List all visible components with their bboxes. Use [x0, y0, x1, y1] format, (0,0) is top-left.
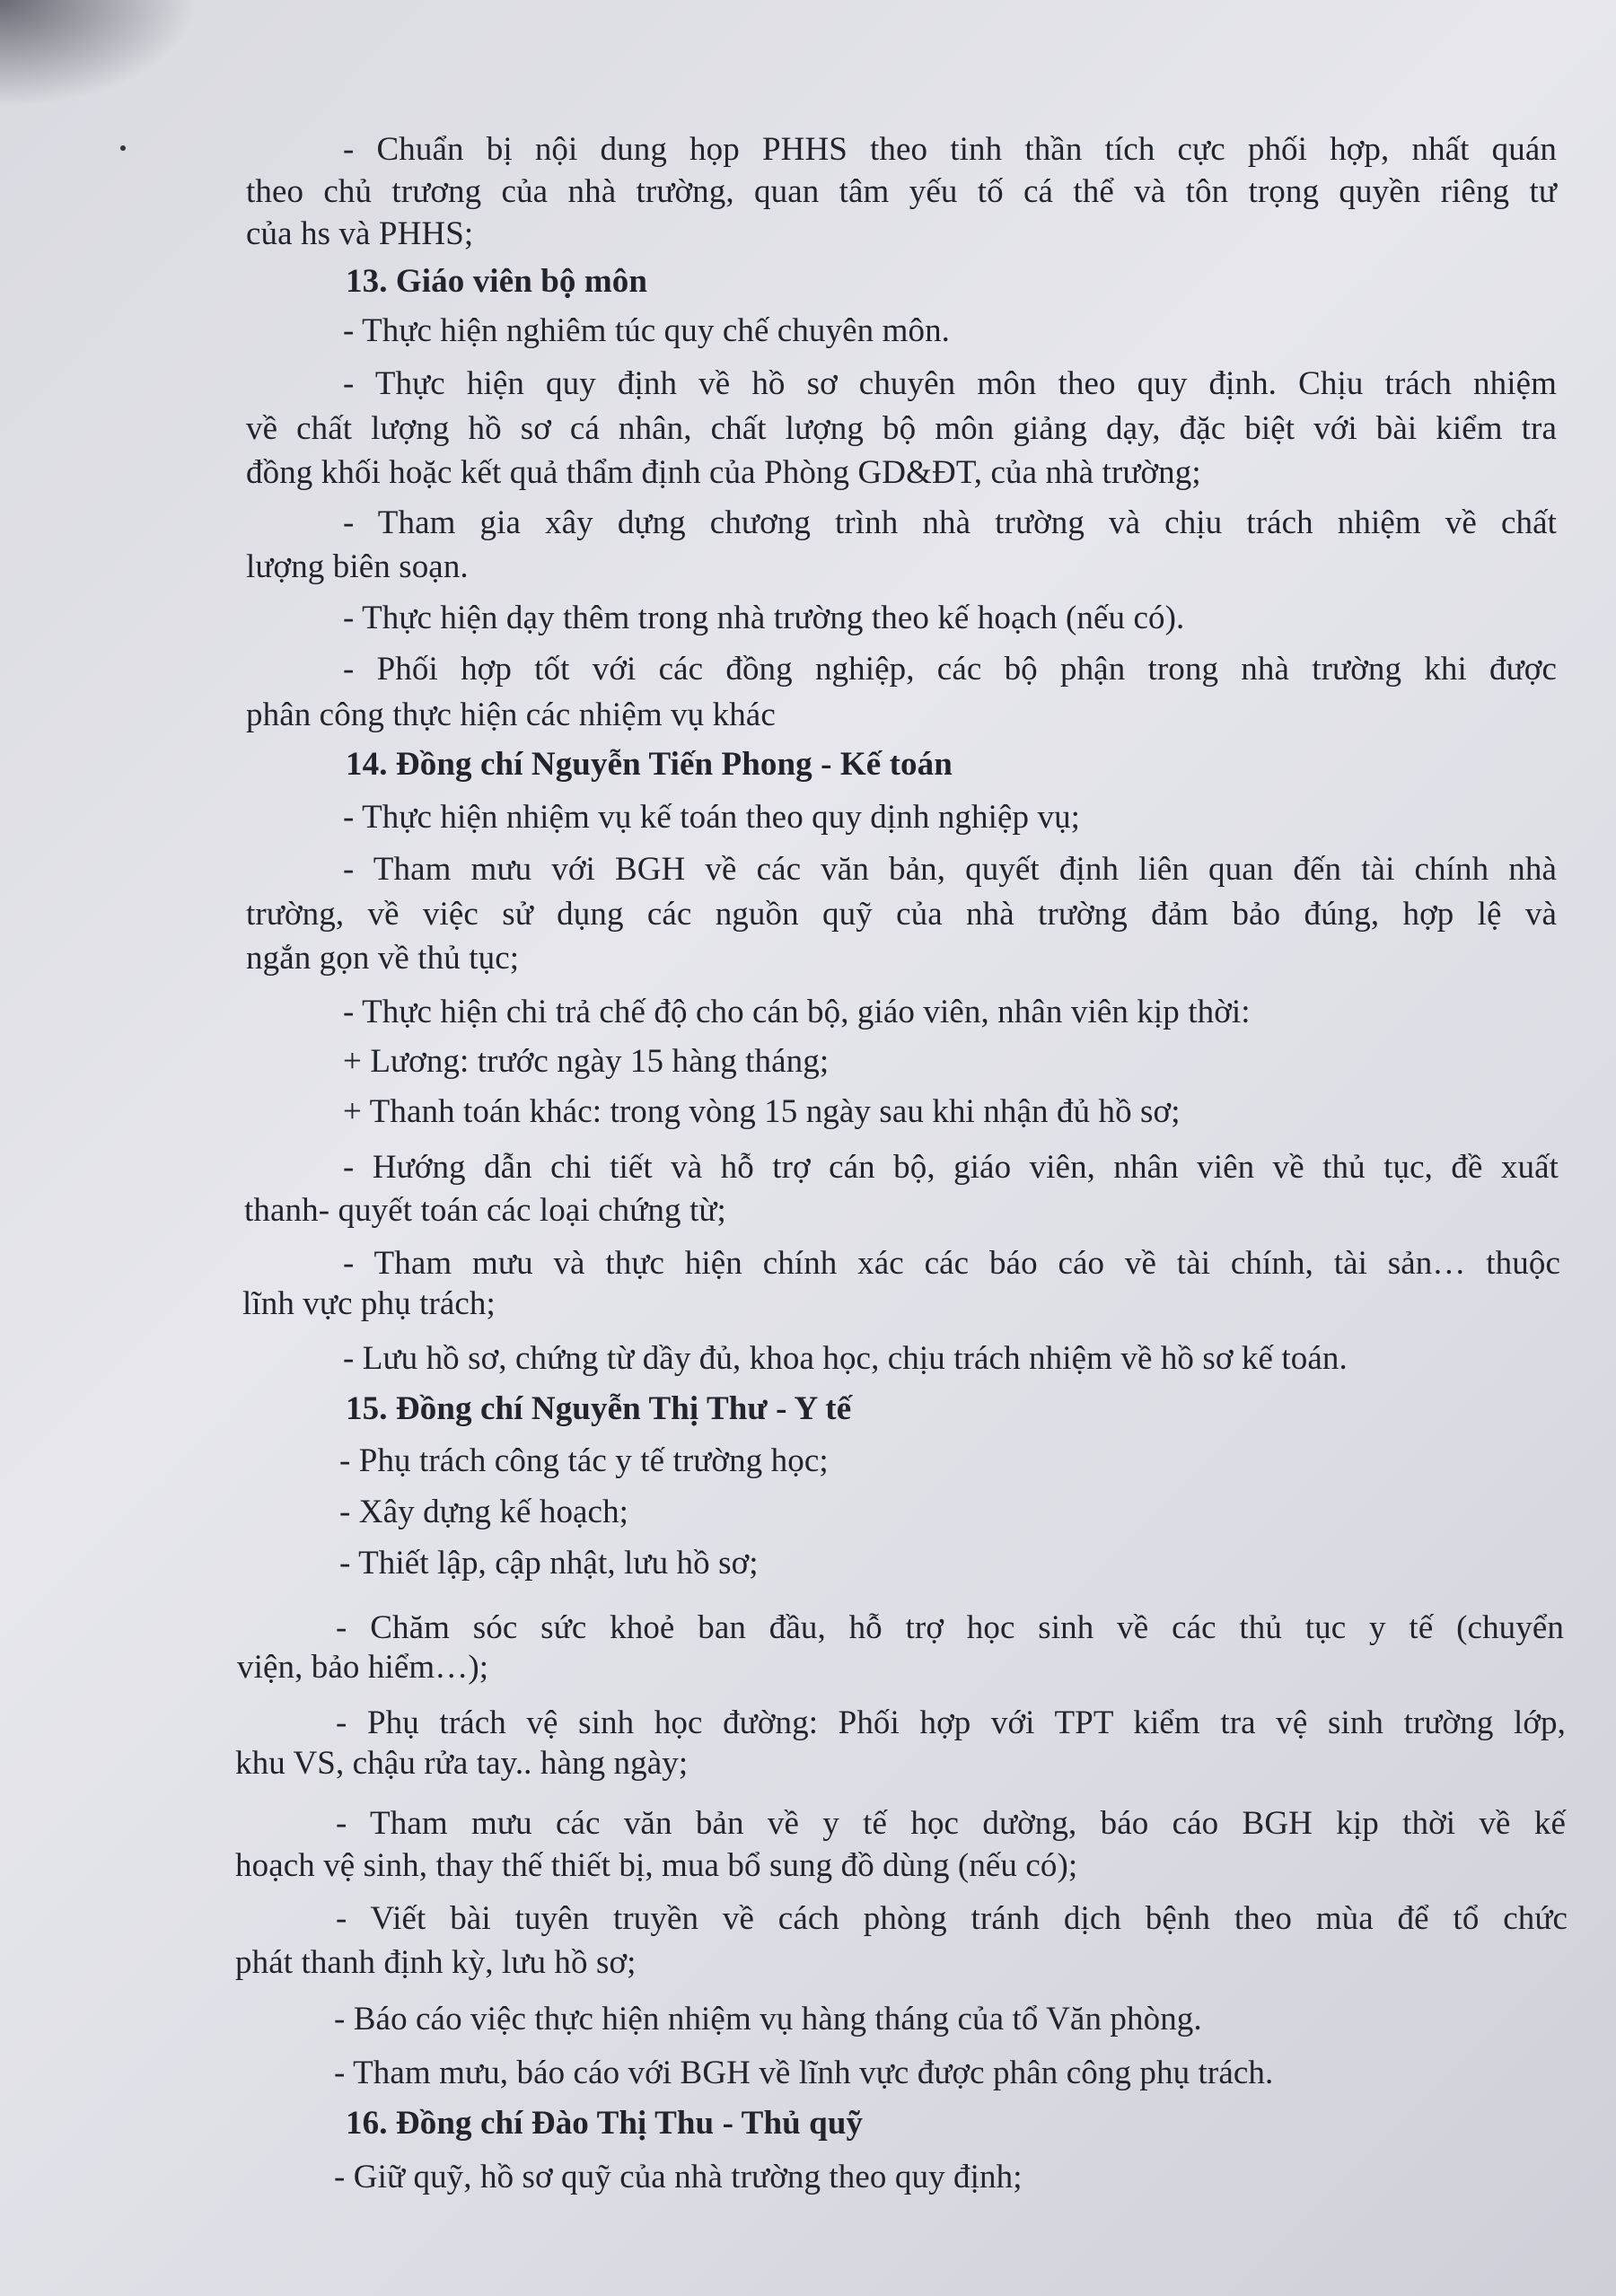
text-line: ngắn gọn về thủ tục;: [246, 940, 520, 977]
text-line: đồng khối hoặc kết quả thẩm định của Phòng GD&ĐT, của nhà trường;: [246, 454, 1201, 491]
text-line: trường, về việc sử dụng các nguồn quỹ của nhà trường đảm bảo đúng, hợp lệ và: [246, 896, 1557, 933]
text-line: - Phối hợp tốt với các đồng nghiệp, các bộ phận trong nhà trường khi được: [343, 651, 1557, 688]
text-line: - Báo cáo việc thực hiện nhiệm vụ hàng tháng của tổ Văn phòng.: [334, 2001, 1202, 2037]
text-line: - Giữ quỹ, hồ sơ quỹ của nhà trường theo quy định;: [334, 2159, 1023, 2195]
text-line: viện, bảo hiểm…);: [237, 1649, 489, 1686]
text-line: theo chủ trương của nhà trường, quan tâm yếu tố cá thể và tôn trọng quyền riêng tư: [246, 173, 1557, 210]
text-line: lĩnh vực phụ trách;: [242, 1285, 496, 1322]
section-heading-13: 13. Giáo viên bộ môn: [346, 263, 648, 300]
text-line: - Tham mưu và thực hiện chính xác các báo cáo về tài chính, tài sản… thuộc: [343, 1245, 1560, 1282]
text-line: - Tham mưu với BGH về các văn bản, quyết định liên quan đến tài chính nhà: [343, 851, 1557, 888]
text-line: - Phụ trách vệ sinh học đường: Phối hợp với TPT kiểm tra vệ sinh trường lớp,: [336, 1704, 1566, 1741]
section-heading-14: 14. Đồng chí Nguyễn Tiến Phong - Kế toán: [346, 746, 953, 783]
text-line: - Lưu hồ sơ, chứng từ dầy đủ, khoa học, chịu trách nhiệm về hồ sơ kế toán.: [343, 1340, 1348, 1377]
text-line: về chất lượng hồ sơ cá nhân, chất lượng bộ môn giảng dạy, đặc biệt với bài kiểm tra: [246, 410, 1557, 447]
section-heading-16: 16. Đồng chí Đào Thị Thu - Thủ quỹ: [346, 2105, 864, 2142]
text-line: - Tham mưu các văn bản về y tế học dường, báo cáo BGH kịp thời về kế: [336, 1805, 1566, 1842]
ink-dot: [120, 145, 126, 151]
text-line: - Thực hiện nhiệm vụ kế toán theo quy dịnh nghiệp vụ;: [343, 799, 1081, 836]
text-line: - Thực hiện nghiêm túc quy chế chuyên môn.: [343, 312, 951, 349]
text-line: - Thiết lập, cập nhật, lưu hồ sơ;: [339, 1545, 759, 1582]
text-line: - Hướng dẫn chi tiết và hỗ trợ cán bộ, giáo viên, nhân viên về thủ tục, đề xuất: [343, 1149, 1559, 1186]
text-line: + Lương: trước ngày 15 hàng tháng;: [343, 1043, 830, 1080]
text-line: - Tham mưu, báo cáo với BGH về lĩnh vực được phân công phụ trách.: [334, 2055, 1274, 2091]
text-line: khu VS, chậu rửa tay.. hàng ngày;: [235, 1745, 689, 1782]
text-line: lượng biên soạn.: [246, 548, 469, 585]
text-line: hoạch vệ sinh, thay thế thiết bị, mua bổ sung đồ dùng (nếu có);: [235, 1847, 1078, 1884]
text-line: - Chăm sóc sức khoẻ ban đầu, hỗ trợ học sinh về các thủ tục y tế (chuyển: [336, 1609, 1564, 1646]
text-line: - Thực hiện dạy thêm trong nhà trường theo kế hoạch (nếu có).: [343, 600, 1185, 636]
section-heading-15: 15. Đồng chí Nguyễn Thị Thư - Y tế: [346, 1390, 852, 1427]
text-line: - Viết bài tuyên truyền về cách phòng tránh dịch bệnh theo mùa để tổ chức: [336, 1900, 1568, 1937]
page-corner-shadow: [0, 0, 198, 108]
text-line: phân công thực hiện các nhiệm vụ khác: [246, 697, 776, 733]
text-line: - Xây dựng kế hoạch;: [339, 1494, 629, 1530]
text-line: - Thực hiện chi trả chế độ cho cán bộ, giáo viên, nhân viên kịp thời:: [343, 994, 1251, 1030]
text-line: thanh- quyết toán các loại chứng từ;: [244, 1192, 726, 1229]
text-line: - Thực hiện quy định về hồ sơ chuyên môn theo quy định. Chịu trách nhiệm: [343, 365, 1557, 402]
text-line: của hs và PHHS;: [246, 215, 474, 252]
text-line: - Tham gia xây dựng chương trình nhà trường và chịu trách nhiệm về chất: [343, 504, 1557, 541]
text-line: - Chuẩn bị nội dung họp PHHS theo tinh thần tích cực phối hợp, nhất quán: [343, 131, 1557, 168]
text-line: + Thanh toán khác: trong vòng 15 ngày sau khi nhận đủ hồ sơ;: [343, 1093, 1181, 1130]
text-line: phát thanh định kỳ, lưu hồ sơ;: [235, 1944, 637, 1981]
text-line: - Phụ trách công tác y tế trường học;: [339, 1442, 829, 1479]
